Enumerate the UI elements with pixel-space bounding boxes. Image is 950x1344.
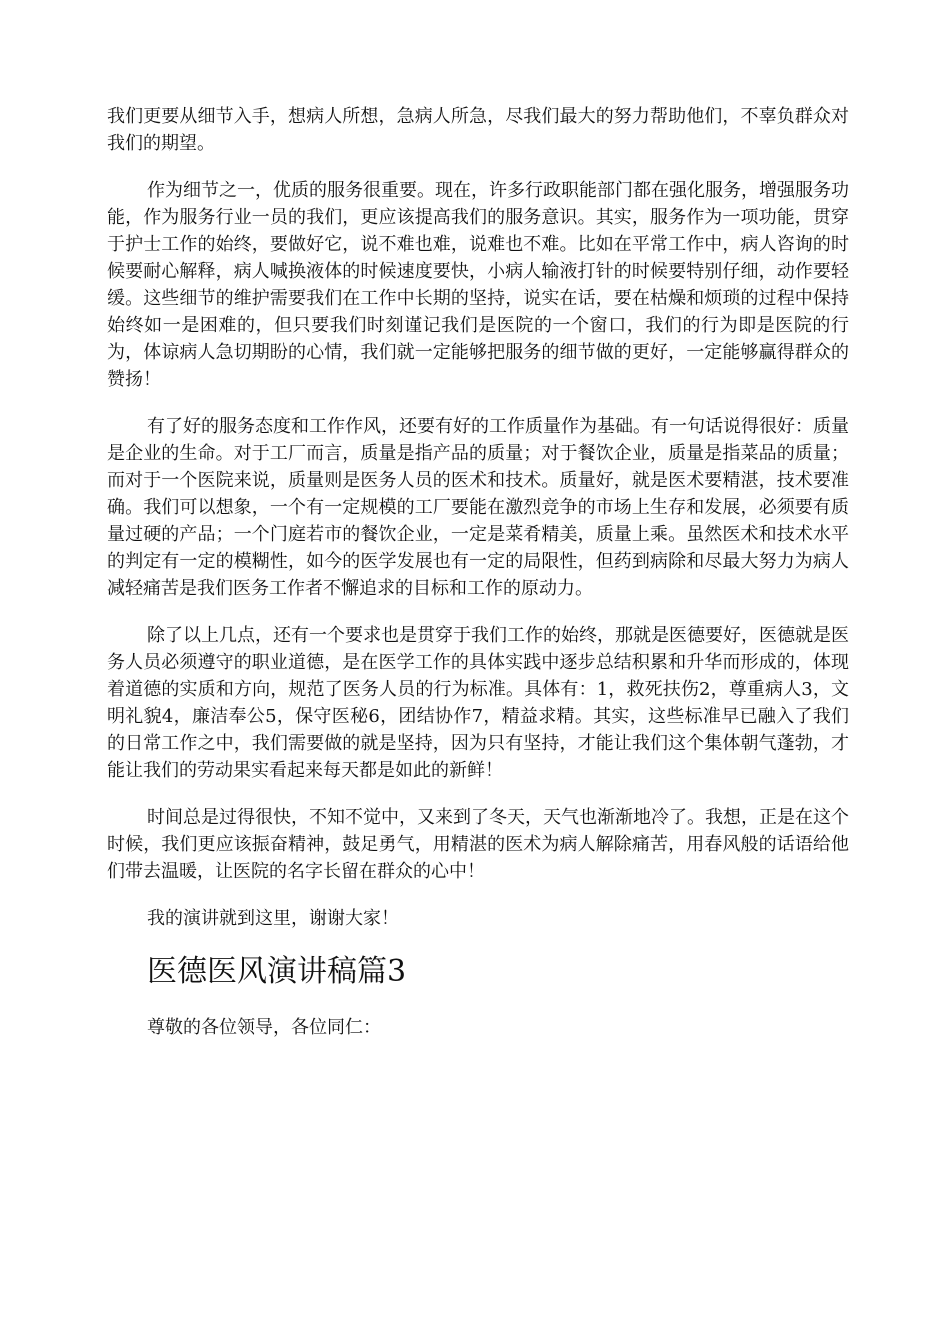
paragraph-winter: 时间总是过得很快，不知不觉中，又来到了冬天，天气也渐渐地冷了。我想，正是在这个时候，我们更应该振奋精神，鼓足勇气，用精湛的医术为病人解除痛苦，用春风般的话语给他们带去温暖，让医院的名字长留在群众的心中！ [107,807,849,882]
paragraph-service: 作为细节之一，优质的服务很重要。现在，许多行政职能部门都在强化服务，增强服务功能，作为服务行业一员的我们，更应该提高我们的服务意识。其实，服务作为一项功能，贯穿于护士工作的始终，要做好它，说不难也难，说难也不难。比如在平常工作中，病人咨询的时候要耐心解释，病人喊换液体的时候速度要快，小病人输液打针的时候要特别仔细，动作要轻缓。这些细节的维护需要我们在工作中长期的坚持，说实在话，要在枯燥和烦琐的过程中保持始终如一是困难的，但只要我们时刻谨记我们是医院的一个窗口，我们的行为即是医院的行为，体谅病人急切期盼的心情，我们就一定能够把服务的细节做的更好，一定能够赢得群众的赞扬！ [107,180,849,390]
section-heading: 医德医风演讲稿篇3 [147,954,407,989]
salutation: 尊敬的各位领导，各位同仁： [147,1017,381,1038]
paragraph-ethics: 除了以上几点，还有一个要求也是贯穿于我们工作的始终，那就是医德要好，医德就是医务人员必须遵守的职业道德，是在医学工作的具体实践中逐步总结积累和升华而形成的，体现着道德的实质和方向，规范了医务人员的行为标准。具体有：1，救死扶伤2，尊重病人3，文明礼貌4，廉洁奉公5，保守医秘6，团结协作7，精益求精。其实，这些标准早已融入了我们的日常工作之中，我们需要做的就是坚持，因为只有坚持，才能让我们这个集体朝气蓬勃，才能让我们的劳动果实看起来每天都是如此的新鲜！ [107,625,849,781]
document-page [107,103,849,1041]
paragraph-quality: 有了好的服务态度和工作作风，还要有好的工作质量作为基础。有一句话说得很好：质量是企业的生命。对于工厂而言，质量是指产品的质量；对于餐饮企业，质量是指菜品的质量；而对于一个医院来说，质量则是医务人员的医术和技术。质量好，就是医术要精湛，技术要准确。我们可以想象，一个有一定规模的工厂要能在激烈竞争的市场上生存和发展，必须要有质量过硬的产品；一个门庭若市的餐饮企业，一定是菜肴精美，质量上乘。虽然医术和技术水平的判定有一定的模糊性，如今的医学发展也有一定的局限性，但药到病除和尽最大努力为病人减轻痛苦是我们医务工作者不懈追求的目标和工作的原动力。 [107,416,849,599]
paragraph-continuation: 我们更要从细节入手，想病人所想，急病人所急，尽我们最大的努力帮助他们，不辜负群众对我们的期望。 [107,106,849,154]
paragraph-closing: 我的演讲就到这里，谢谢大家！ [147,908,399,929]
